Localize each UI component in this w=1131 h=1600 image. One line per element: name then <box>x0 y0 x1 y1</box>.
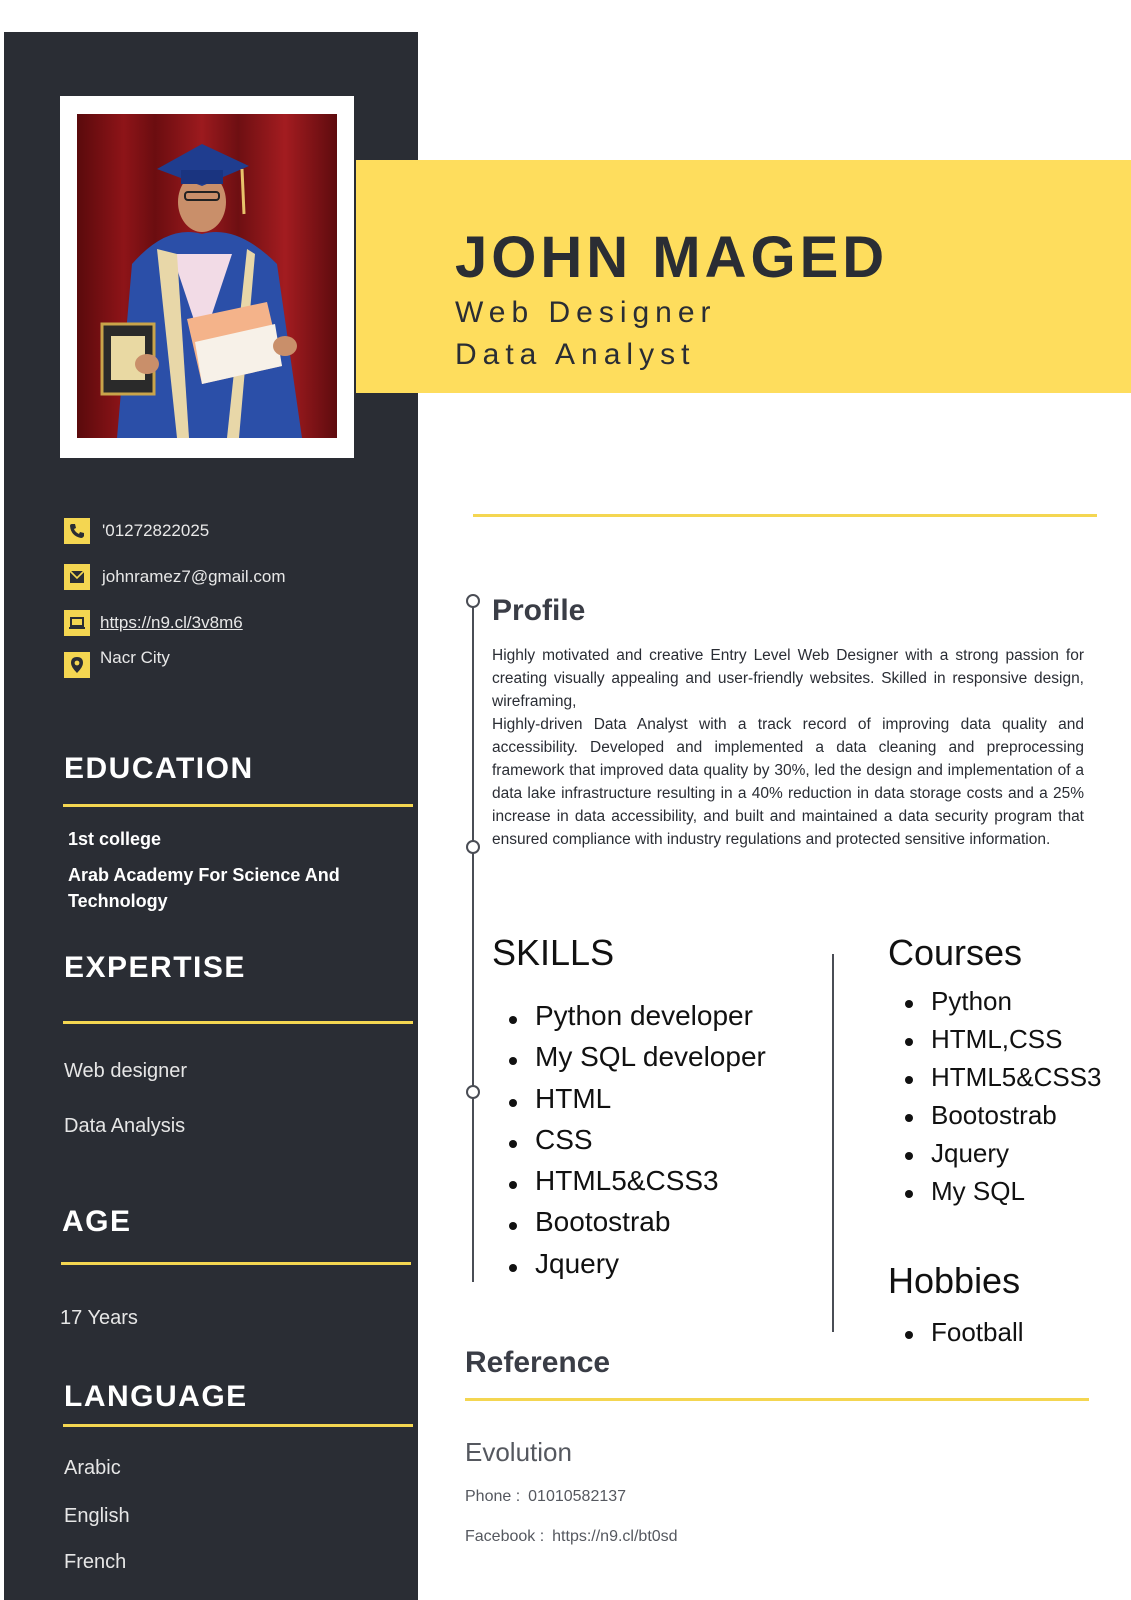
contact-email[interactable]: johnramez7@gmail.com <box>102 567 286 586</box>
course-item: Bootostrab <box>901 1100 1102 1138</box>
age-rule <box>61 1262 411 1265</box>
job-title-secondary: Data Analyst <box>455 338 696 371</box>
expertise-heading: EXPERTISE <box>64 951 246 984</box>
full-name: JOHN MAGED <box>455 225 889 290</box>
contact-website-row <box>64 609 243 637</box>
column-divider <box>832 954 834 1332</box>
hobby-item: Football <box>901 1317 1024 1355</box>
skill-item: Python developer <box>505 1000 766 1041</box>
education-heading: EDUCATION <box>64 752 254 785</box>
contact-website-link[interactable]: https://n9.cl/3v8m6 <box>100 613 243 632</box>
contact-phone: '01272822025 <box>102 521 210 540</box>
course-item: Jquery <box>901 1138 1102 1176</box>
skill-item: Jquery <box>505 1248 766 1289</box>
reference-phone-label: Phone : <box>465 1488 521 1505</box>
contact-email-row <box>64 563 286 591</box>
skill-item: My SQL developer <box>505 1041 766 1082</box>
education-level: 1st college <box>68 829 162 849</box>
expertise-rule <box>63 1021 413 1024</box>
laptop-icon <box>64 610 90 636</box>
reference-phone: 01010582137 <box>528 1488 627 1505</box>
reference-facebook-link[interactable]: https://n9.cl/bt0sd <box>552 1528 678 1545</box>
language-item: Arabic <box>64 1457 121 1479</box>
courses-list <box>901 986 1102 1214</box>
course-item: Python <box>901 986 1102 1024</box>
reference-rule <box>465 1398 1089 1401</box>
contact-location-row <box>64 648 170 679</box>
education-rule <box>63 804 413 807</box>
timeline-dot <box>466 840 480 854</box>
courses-heading: Courses <box>888 932 1023 973</box>
expertise-item: Data Analysis <box>64 1115 186 1137</box>
course-item: My SQL <box>901 1176 1102 1214</box>
envelope-icon <box>64 564 90 590</box>
profile-heading: Profile <box>492 594 586 627</box>
course-item: HTML5&CSS3 <box>901 1062 1102 1100</box>
skill-item: Bootostrab <box>505 1206 766 1247</box>
timeline-dot <box>466 594 480 608</box>
skills-list <box>505 1000 766 1289</box>
reference-name: Evolution <box>465 1437 572 1467</box>
expertise-item: Web designer <box>64 1060 188 1082</box>
course-item: HTML,CSS <box>901 1024 1102 1062</box>
age-heading: AGE <box>62 1205 132 1238</box>
skills-heading: SKILLS <box>492 932 615 973</box>
job-title-primary: Web Designer <box>455 296 717 329</box>
skill-item: HTML <box>505 1083 766 1124</box>
timeline-dot <box>466 1085 480 1099</box>
phone-icon <box>64 518 90 544</box>
reference-facebook-label: Facebook : <box>465 1528 545 1545</box>
timeline-line <box>472 600 474 1282</box>
skill-item: HTML5&CSS3 <box>505 1165 766 1206</box>
profile-paragraph-web: Highly motivated and creative Entry Level Web Designer with a strong passion for creating visually appealing and user-friendly websites. Skilled in responsive design, wireframing, <box>492 647 1084 710</box>
language-rule <box>63 1424 413 1427</box>
skill-item: CSS <box>505 1124 766 1165</box>
profile-summary <box>492 644 1084 851</box>
map-pin-icon <box>64 652 90 678</box>
contact-phone-row <box>64 517 209 545</box>
language-heading: LANGUAGE <box>64 1380 248 1413</box>
reference-heading: Reference <box>465 1346 611 1379</box>
reference-phone-row <box>465 1488 626 1506</box>
reference-facebook-row <box>465 1528 678 1546</box>
profile-photo-frame <box>60 96 354 458</box>
profile-paragraph-data: Highly-driven Data Analyst with a track record of improving data quality and accessibility. Developed and implemented a data cleaning and preprocessing framework that improved data quality by 30%, led the design and implementation of a data lake infrastructure resulting in a 40% reduction in data storage costs and a 25% increase in data accessibility, and built and maintained a data security program that ensured compliance with industry regulations and protected sensitive information. <box>492 716 1084 848</box>
education-school: Arab Academy For Science And Technology <box>68 865 340 911</box>
contact-location: Nacr City <box>100 648 170 667</box>
hobbies-heading: Hobbies <box>888 1260 1021 1301</box>
graduate-photo-illustration <box>77 114 337 438</box>
language-item: English <box>64 1505 130 1527</box>
hobbies-list <box>901 1317 1024 1355</box>
language-item: French <box>64 1551 127 1573</box>
age-value: 17 Years <box>60 1307 138 1329</box>
profile-photo <box>77 114 337 438</box>
header-divider <box>473 514 1097 517</box>
